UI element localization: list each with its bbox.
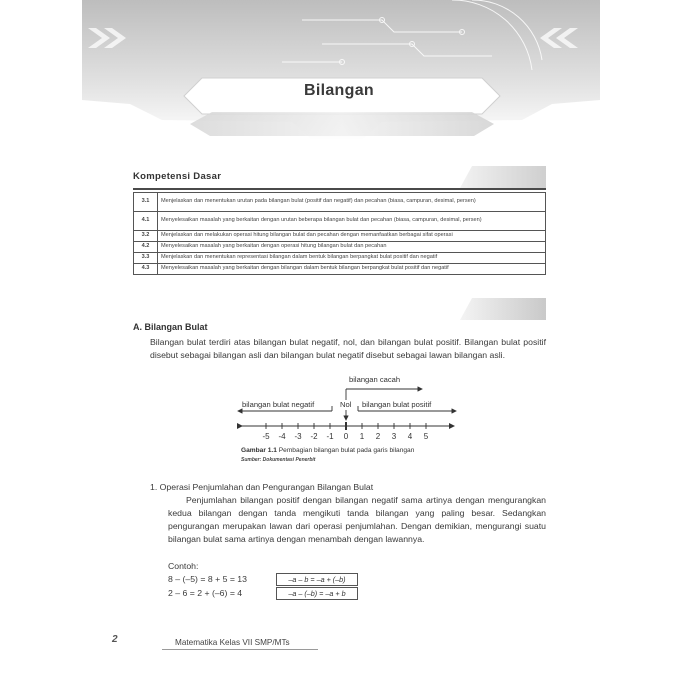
caption-label: Gambar 1.1: [241, 447, 277, 454]
example-expression: 2 – 6 = 2 + (–6) = 4: [168, 588, 243, 598]
rule-box: –a – (–b) = –a + b: [276, 587, 358, 600]
subsection-paragraph: Penjumlahan bilangan positif dengan bilangan negatif sama artinya dengan mengurangkan kedua bilangan dengan tanda mengikuti tanda bilangan yang paling besar. Sedangkan pengurangan merupakan lawan dari operasi penjumlahan. Dengan demikian, mengurangi suatu bilangan bulat sama artinya dengan menambah dengan lawannya.: [168, 495, 546, 545]
section-heading: A. Bilangan Bulat: [133, 322, 208, 332]
kd-code: 4.2: [134, 242, 158, 253]
kompetensi-header: [133, 166, 546, 190]
tick-label: -1: [326, 432, 334, 441]
subsection-heading: 1. Operasi Penjumlahan dan Pengurangan Bilangan Bulat: [150, 482, 374, 492]
table-row: [134, 242, 546, 253]
kompetensi-table: [133, 192, 546, 275]
example-expression: 8 – (–5) = 8 + 5 = 13: [168, 574, 247, 584]
kd-code: 3.1: [134, 193, 158, 212]
label-nol: Nol: [340, 400, 352, 409]
table-row: [134, 264, 546, 275]
kd-description: Menyelesaikan masalah yang berkaitan dengan bilangan dalam bentuk bilangan berpangkat bulat positif dan negatif: [158, 264, 546, 275]
kd-description: Menyelesaikan masalah yang berkaitan dengan urutan beberapa bilangan bulat dan pecahan (biasa, campuran, desimal, persen): [158, 212, 546, 231]
tick-label: -2: [310, 432, 318, 441]
banner-graphic: [82, 0, 600, 155]
page-number: 2: [112, 634, 118, 645]
header-tab-decoration: [460, 166, 546, 188]
section-tab-decoration: [460, 298, 546, 320]
label-bilangan-cacah: bilangan cacah: [349, 375, 401, 384]
number-line-figure: [232, 370, 464, 448]
table-row: [134, 193, 546, 212]
header-rule: [133, 188, 546, 190]
kd-code: 3.2: [134, 231, 158, 242]
kd-code: 3.3: [134, 253, 158, 264]
book-title: Matematika Kelas VII SMP/MTs: [175, 638, 290, 647]
table-row: [134, 253, 546, 264]
footer-rule: [162, 649, 318, 650]
tick-label: -4: [278, 432, 286, 441]
tick-label: 3: [391, 432, 397, 441]
kd-code: 4.1: [134, 212, 158, 231]
chapter-title: Bilangan: [304, 82, 374, 99]
tick-group: [262, 422, 428, 441]
figure-source: Sumber: Dokumentasi Penerbit: [241, 457, 316, 463]
kd-description: Menyelesaikan masalah yang berkaitan dengan operasi hitung bilangan bulat dan pecahan: [158, 242, 546, 253]
tick-label: 1: [359, 432, 365, 441]
chapter-banner: [82, 0, 600, 155]
kd-code: 4.3: [134, 264, 158, 275]
kd-description: Menjelaskan dan melakukan operasi hitung bilangan bulat dan pecahan dengan memanfaatkan berbagai sifat operasi: [158, 231, 546, 242]
caption-text: Pembagian bilangan bulat pada garis bilangan: [276, 447, 415, 454]
tick-label: 0: [343, 432, 349, 441]
example-label: Contoh:: [168, 561, 199, 571]
kd-description: Menjelaskan dan menentukan urutan pada bilangan bulat (positif dan negatif) dan pecahan (biasa, campuran, desimal, persen): [158, 193, 546, 212]
tick-label: -5: [262, 432, 270, 441]
label-bulat-positif: bilangan bulat positif: [362, 400, 432, 409]
tick-label: 4: [407, 432, 413, 441]
figure-caption: [241, 447, 414, 454]
kompetensi-title: Kompetensi Dasar: [133, 171, 222, 182]
tick-label: 5: [423, 432, 429, 441]
tick-label: -3: [294, 432, 302, 441]
section-paragraph: Bilangan bulat terdiri atas bilangan bulat negatif, nol, dan bilangan bulat positif. Bilangan bulat positif disebut sebagai bilangan asli dan bilangan bulat negatif disebut sebagai lawan bilangan asli.: [150, 337, 546, 361]
rule-box: –a – b = –a + (–b): [276, 573, 358, 586]
table-row: [134, 231, 546, 242]
tick-label: 2: [375, 432, 381, 441]
kd-description: Menjelaskan dan menentukan representasi bilangan dalam bentuk bilangan berpangkat bulat positif dan negatif: [158, 253, 546, 264]
table-row: [134, 212, 546, 231]
label-bulat-negatif: bilangan bulat negatif: [242, 400, 315, 409]
